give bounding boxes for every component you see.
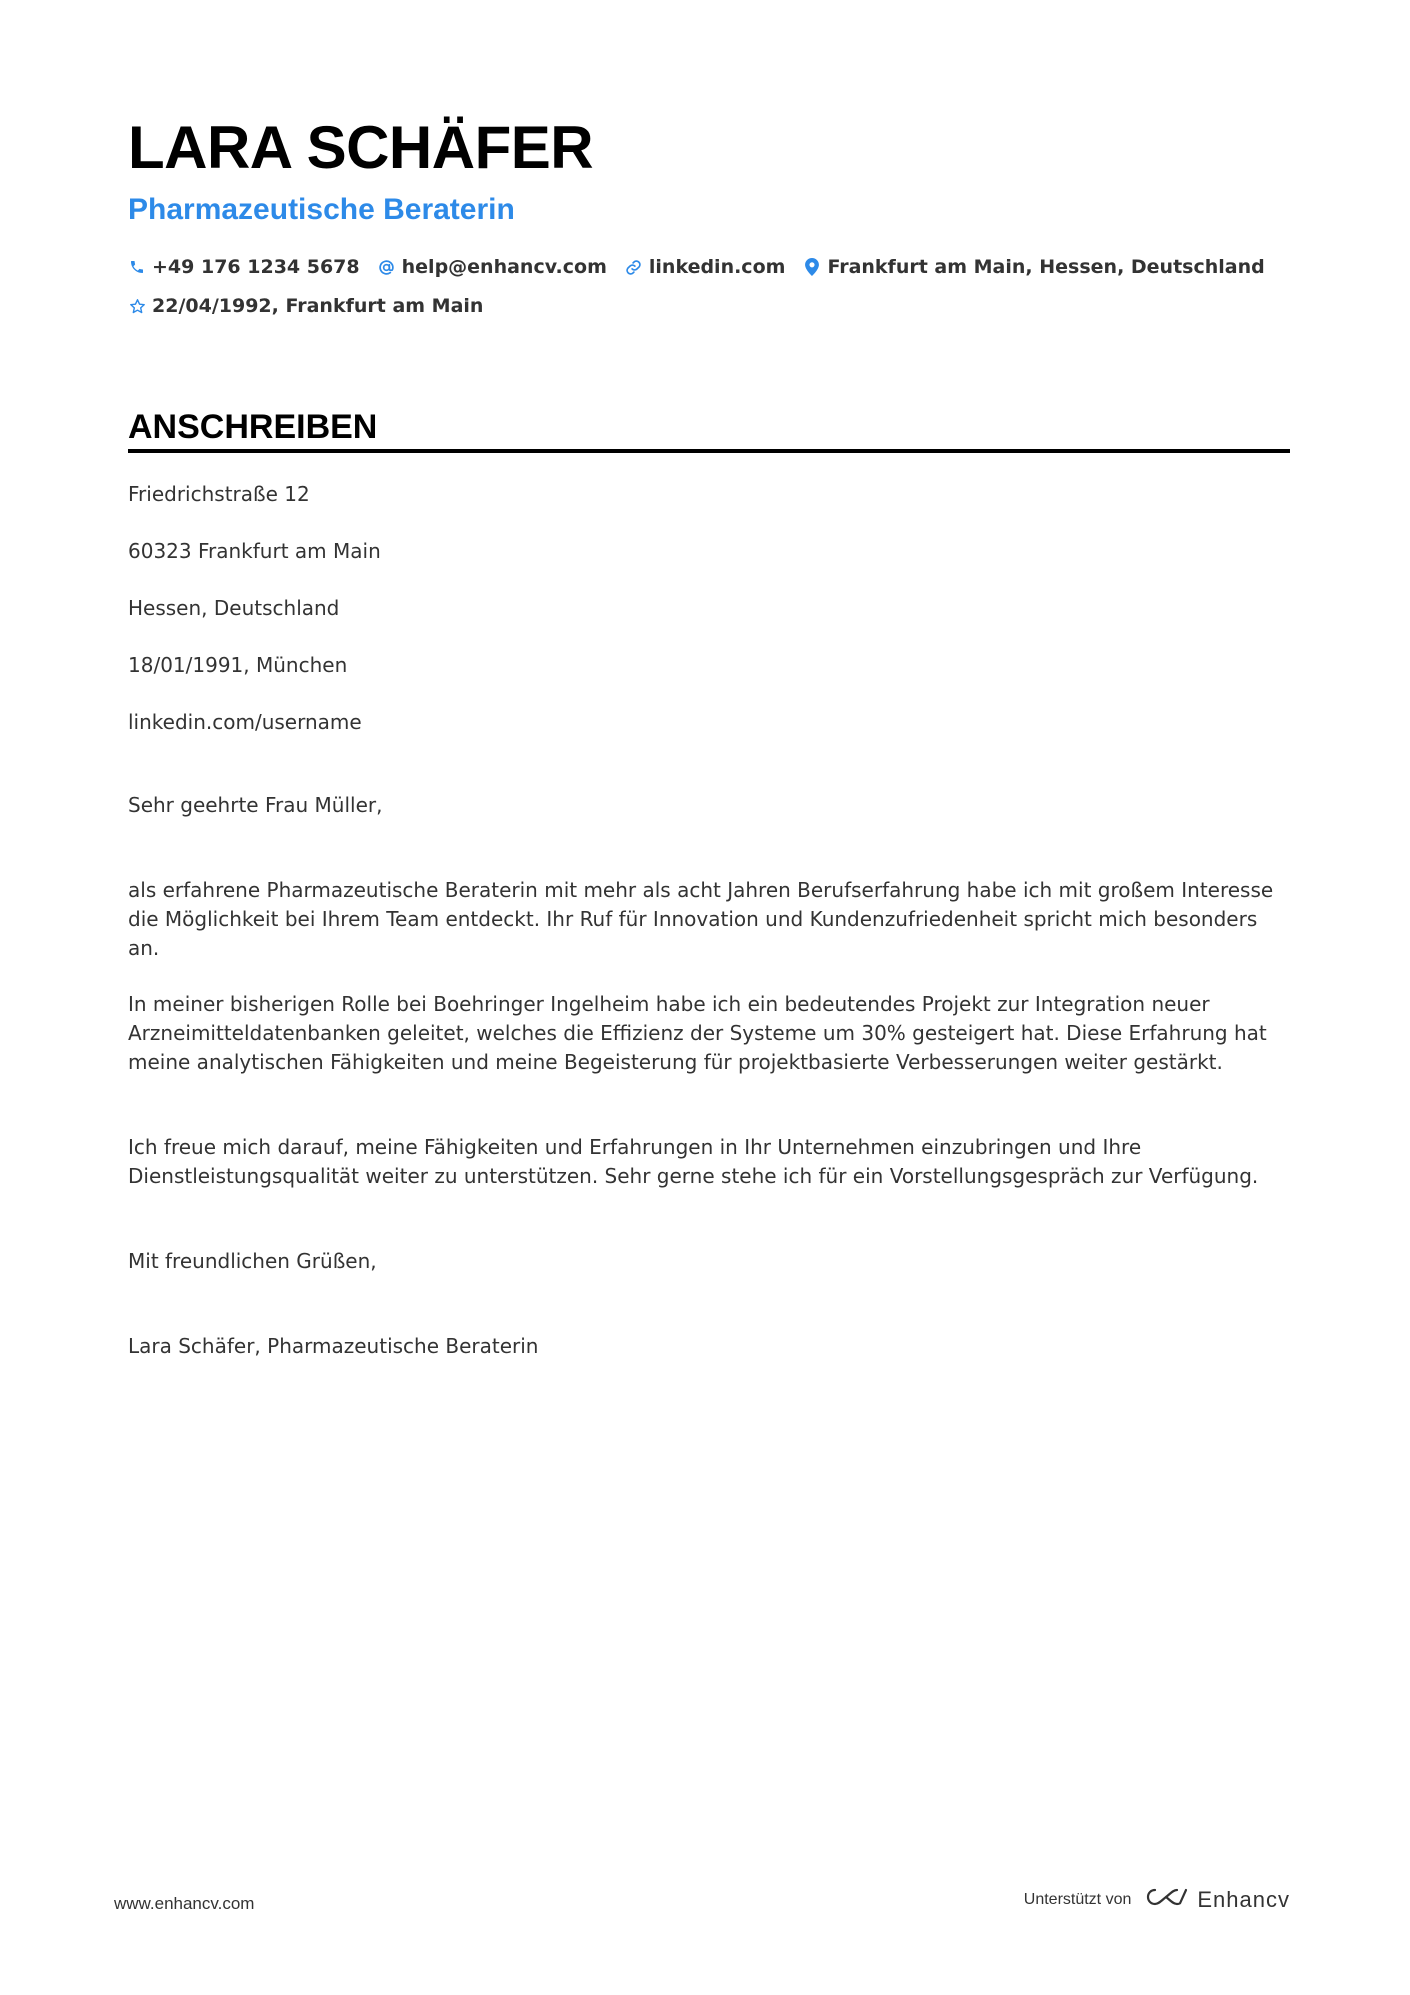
location-pin-icon <box>803 258 821 276</box>
letter-paragraph-1: als erfahrene Pharmazeutische Beraterin mit mehr als acht Jahren Berufserfahrung habe ich mit großem Interesse die Möglichkeit bei Ihrem Team entdeckt. Ihr Ruf für Innovation und Kundenzufriedenheit spricht mich besonders an. <box>128 878 1274 960</box>
contact-location <box>803 256 1264 278</box>
contact-info <box>128 252 1290 330</box>
candidate-name: LARA SCHÄFER <box>128 114 594 181</box>
contact-linkedin[interactable] <box>625 256 786 278</box>
footer-branding <box>1024 1885 1290 1914</box>
star-icon <box>128 297 146 315</box>
footer-powered-by: Unterstützt von <box>1023 1890 1132 1908</box>
letter-paragraph-2: In meiner bisherigen Rolle bei Boehringer Ingelheim habe ich ein bedeutendes Projekt zur Integration neuer Arzneimitteldatenbanken geleitet, welches die Effizienz der Systeme um 30% gesteigert hat. Diese Erfahrung hat meine analytischen Fähigkeiten und meine Begeisterung für projektbasierte Verbesserungen weiter gestärkt. <box>128 992 1267 1074</box>
recipient-date-place: 18/01/1991, München <box>128 653 348 677</box>
recipient-region: Hessen, Deutschland <box>128 596 340 620</box>
contact-linkedin-text[interactable]: linkedin.com <box>648 256 786 278</box>
recipient-linkedin: linkedin.com/username <box>128 710 362 734</box>
enhancv-logo-icon <box>1143 1885 1189 1914</box>
recipient-city: 60323 Frankfurt am Main <box>128 539 381 563</box>
link-icon <box>625 258 643 276</box>
contact-row <box>128 291 1290 321</box>
candidate-role: Pharmazeutische Beraterin <box>128 193 515 226</box>
letter-signature: Lara Schäfer, Pharmazeutische Beraterin <box>128 1334 539 1358</box>
footer-brand: Enhancv <box>1197 1886 1290 1912</box>
section-divider <box>128 449 1290 453</box>
footer-website[interactable]: www.enhancv.com <box>114 1894 255 1913</box>
contact-email-text[interactable]: help@enhancv.com <box>401 256 607 278</box>
letter-salutation: Sehr geehrte Frau Müller, <box>128 793 383 817</box>
contact-phone <box>128 256 360 278</box>
contact-email[interactable] <box>378 256 607 278</box>
section-title: ANSCHREIBEN <box>128 408 378 446</box>
contact-birth <box>128 295 483 317</box>
contact-phone-text: +49 176 1234 5678 <box>152 256 360 278</box>
recipient-street: Friedrichstraße 12 <box>128 482 310 506</box>
contact-row <box>128 252 1290 282</box>
letter-closing: Mit freundlichen Grüßen, <box>128 1249 377 1273</box>
letter-paragraph-3: Ich freue mich darauf, meine Fähigkeiten und Erfahrungen in Ihr Unternehmen einzubringen und Ihre Dienstleistungsqualität weiter zu unterstützen. Sehr gerne stehe ich für ein Vorstellungsgespräch zur Verfügung. <box>128 1135 1259 1188</box>
contact-location-text: Frankfurt am Main, Hessen, Deutschland <box>827 256 1265 278</box>
contact-birth-text: 22/04/1992, Frankfurt am Main <box>152 295 484 317</box>
phone-icon <box>128 258 146 276</box>
at-icon <box>378 258 396 276</box>
